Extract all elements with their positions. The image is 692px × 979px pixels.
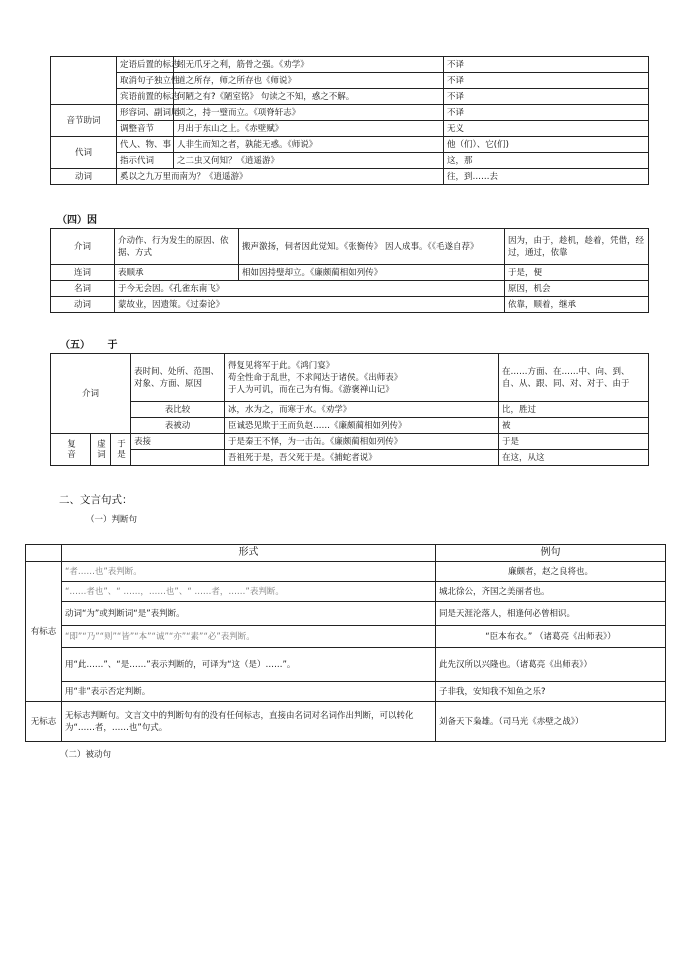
table-cell: 廉颇者，赵之良将也。: [436, 562, 666, 582]
table-cell: 在……方面、在……中、向、到、自、从、跟、同、对、对于、由于: [499, 354, 649, 402]
sub-heading: （一）判断句: [86, 515, 138, 525]
table-cell: 于今无会因。《孔雀东南飞》: [115, 281, 505, 297]
group-label: 代词: [51, 137, 117, 169]
table-cell: 定语后置的标志: [117, 57, 174, 73]
table-cell: 往，到……去: [444, 169, 649, 185]
table-cell: 表时间、处所、范围、对象、方面、原因: [131, 354, 225, 402]
section-heading-char: 于: [107, 340, 118, 351]
table-cell: 原因，机会: [505, 281, 649, 297]
table-cell: 代人、物、事: [117, 137, 174, 153]
column-header: 例句: [436, 545, 666, 562]
table-panduan: [25, 544, 666, 742]
group-label: 动词: [51, 297, 115, 313]
table-cell: 表顺承: [115, 265, 239, 281]
table-cell: 刘备天下枭雄。（司马光《赤壁之战》）: [436, 702, 666, 742]
table-cell: 表比较: [131, 402, 225, 418]
table-cell: 月出于东山之上。《赤壁赋》: [174, 121, 444, 137]
table-cell: 臣诚恐见欺于王而负赵……《廉颇蔺相如列传》: [225, 418, 499, 434]
table-cell: 吾祖死于是，吾父死于是。《捕蛇者说》: [225, 450, 499, 466]
table-cell: 介动作、行为发生的原因、依据、方式: [115, 229, 239, 265]
table-cell: “臣本布衣。” （诸葛亮《出师表》）: [436, 626, 666, 648]
table-cell: 城北徐公，齐国之美丽者也。: [436, 582, 666, 602]
table-cell: [51, 57, 117, 105]
table-cell: 于是，便: [505, 265, 649, 281]
group-label: 名词: [51, 281, 115, 297]
group-label: 于是: [111, 434, 131, 466]
table-cell: “……者也”、“ ……，……也”、“ ……者，……”表判断。: [62, 582, 436, 602]
table-cell: 不译: [444, 57, 649, 73]
section-heading-yu: [60, 336, 117, 351]
table-cell: 用“此……”、“是……”表示判断的，可译为“这（是）……”。: [62, 648, 436, 682]
table-cell: 子非我，安知我不知鱼之乐?: [436, 682, 666, 702]
group-label: 介词: [51, 229, 115, 265]
column-header: 形式: [62, 545, 436, 562]
table-cell: 顷之，持一璧而立。《项脊轩志》: [174, 105, 444, 121]
table-cell: 奚以之九万里而南为？《逍遥游》: [117, 169, 444, 185]
table-cell: 用“非”表示否定判断。: [62, 682, 436, 702]
example-line: 苟全性命于乱世，不求闻达于诸侯。《出师表》: [228, 372, 403, 383]
table-cell: 表被动: [131, 418, 225, 434]
group-label: 动词: [51, 169, 117, 185]
table-cell: 无义: [444, 121, 649, 137]
table-cell: 之二虫又何知？《逍遥游》: [174, 153, 444, 169]
table-cell: 不译: [444, 89, 649, 105]
table-cell: “即”“乃”“则”“皆”“本”“诚”“亦”“素”“必”表判断。: [62, 626, 436, 648]
table-cell: 动词“为”或判断词“是”表判断。: [62, 602, 436, 626]
table-cell: 这，那: [444, 153, 649, 169]
example-line: 于人为可讥，而在己为有悔。《游褒禅山记》: [228, 384, 394, 395]
table-yin: [50, 228, 649, 313]
table-cell: 形容词、副词尾: [117, 105, 174, 121]
table-cell: 他（们）、它(们): [444, 137, 649, 153]
table-cell: [26, 545, 62, 562]
table-cell: 不译: [444, 73, 649, 89]
table-cell: 依靠，顺着，继承: [505, 297, 649, 313]
table-cell: 在这，从这: [499, 450, 649, 466]
table-cell: 表接: [131, 434, 225, 450]
part-heading: 二、文言句式：: [59, 494, 133, 506]
table-cell: 不译: [444, 105, 649, 121]
table-cell: 蒙故业，因遗策。《过秦论》: [115, 297, 505, 313]
table-cell: 指示代词: [117, 153, 174, 169]
table-cell: [225, 354, 499, 402]
table-cell: 搬声激扬，伺者因此觉知。《张衡传》 因人成事。《《毛遂自荐》: [239, 229, 505, 265]
table-cell: 相如因持璧却立。《廉颇蔺相如列传》: [239, 265, 505, 281]
table-cell: 于是: [499, 434, 649, 450]
table-cell: 人非生而知之者，孰能无惑。《师说》: [174, 137, 444, 153]
table-cell: 调整音节: [117, 121, 174, 137]
table-cell: 冰，水为之，而寒于水。《劝学》: [225, 402, 499, 418]
table-cell: 取消句子独立性: [117, 73, 174, 89]
table-cell: 被: [499, 418, 649, 434]
table-cell: 无标志判断句。文言文中的判断句有的没有任何标志，直接由名词对名词作出判断，可以转化为“……者，……也”句式。: [62, 702, 436, 742]
example-line: 得复见将军于此。《鸿门宴》: [228, 360, 335, 371]
table-cell: 何陋之有?《陋室铭》 句读之不知，惑之不解。: [174, 89, 444, 105]
group-label: 音节助词: [51, 105, 117, 137]
table-cell: 比，胜过: [499, 402, 649, 418]
section-heading-text: （五）: [60, 340, 90, 351]
sub-heading: （二）被动句: [60, 750, 112, 760]
table-cell: 于是秦王不怿，为一击缶。《廉颇蔺相如列传》: [225, 434, 499, 450]
group-label: 虚词: [91, 434, 111, 466]
table-yu: [50, 353, 649, 466]
table-cell: 此先汉所以兴隆也。（诸葛亮《出师表》）: [436, 648, 666, 682]
section-heading-yin: （四）因: [57, 215, 97, 226]
table-zhi: [50, 56, 649, 185]
table-cell: 道之所存，师之所存也《师说》: [174, 73, 444, 89]
group-label: 无标志: [26, 702, 62, 742]
group-label: 介词: [51, 354, 131, 434]
group-label: 连词: [51, 265, 115, 281]
group-label: 有标志: [26, 562, 62, 702]
table-cell: [131, 450, 225, 466]
table-cell: 蚓无爪牙之利，筋骨之强。《劝学》: [174, 57, 444, 73]
group-label: 复音: [51, 434, 91, 466]
table-cell: “者……也”表判断。: [62, 562, 436, 582]
table-cell: 宾语前置的标志: [117, 89, 174, 105]
table-cell: 同是天涯沦落人，相逢何必曾相识。: [436, 602, 666, 626]
table-cell: 因为，由于，趁机，趁着，凭借，经过，通过，依靠: [505, 229, 649, 265]
